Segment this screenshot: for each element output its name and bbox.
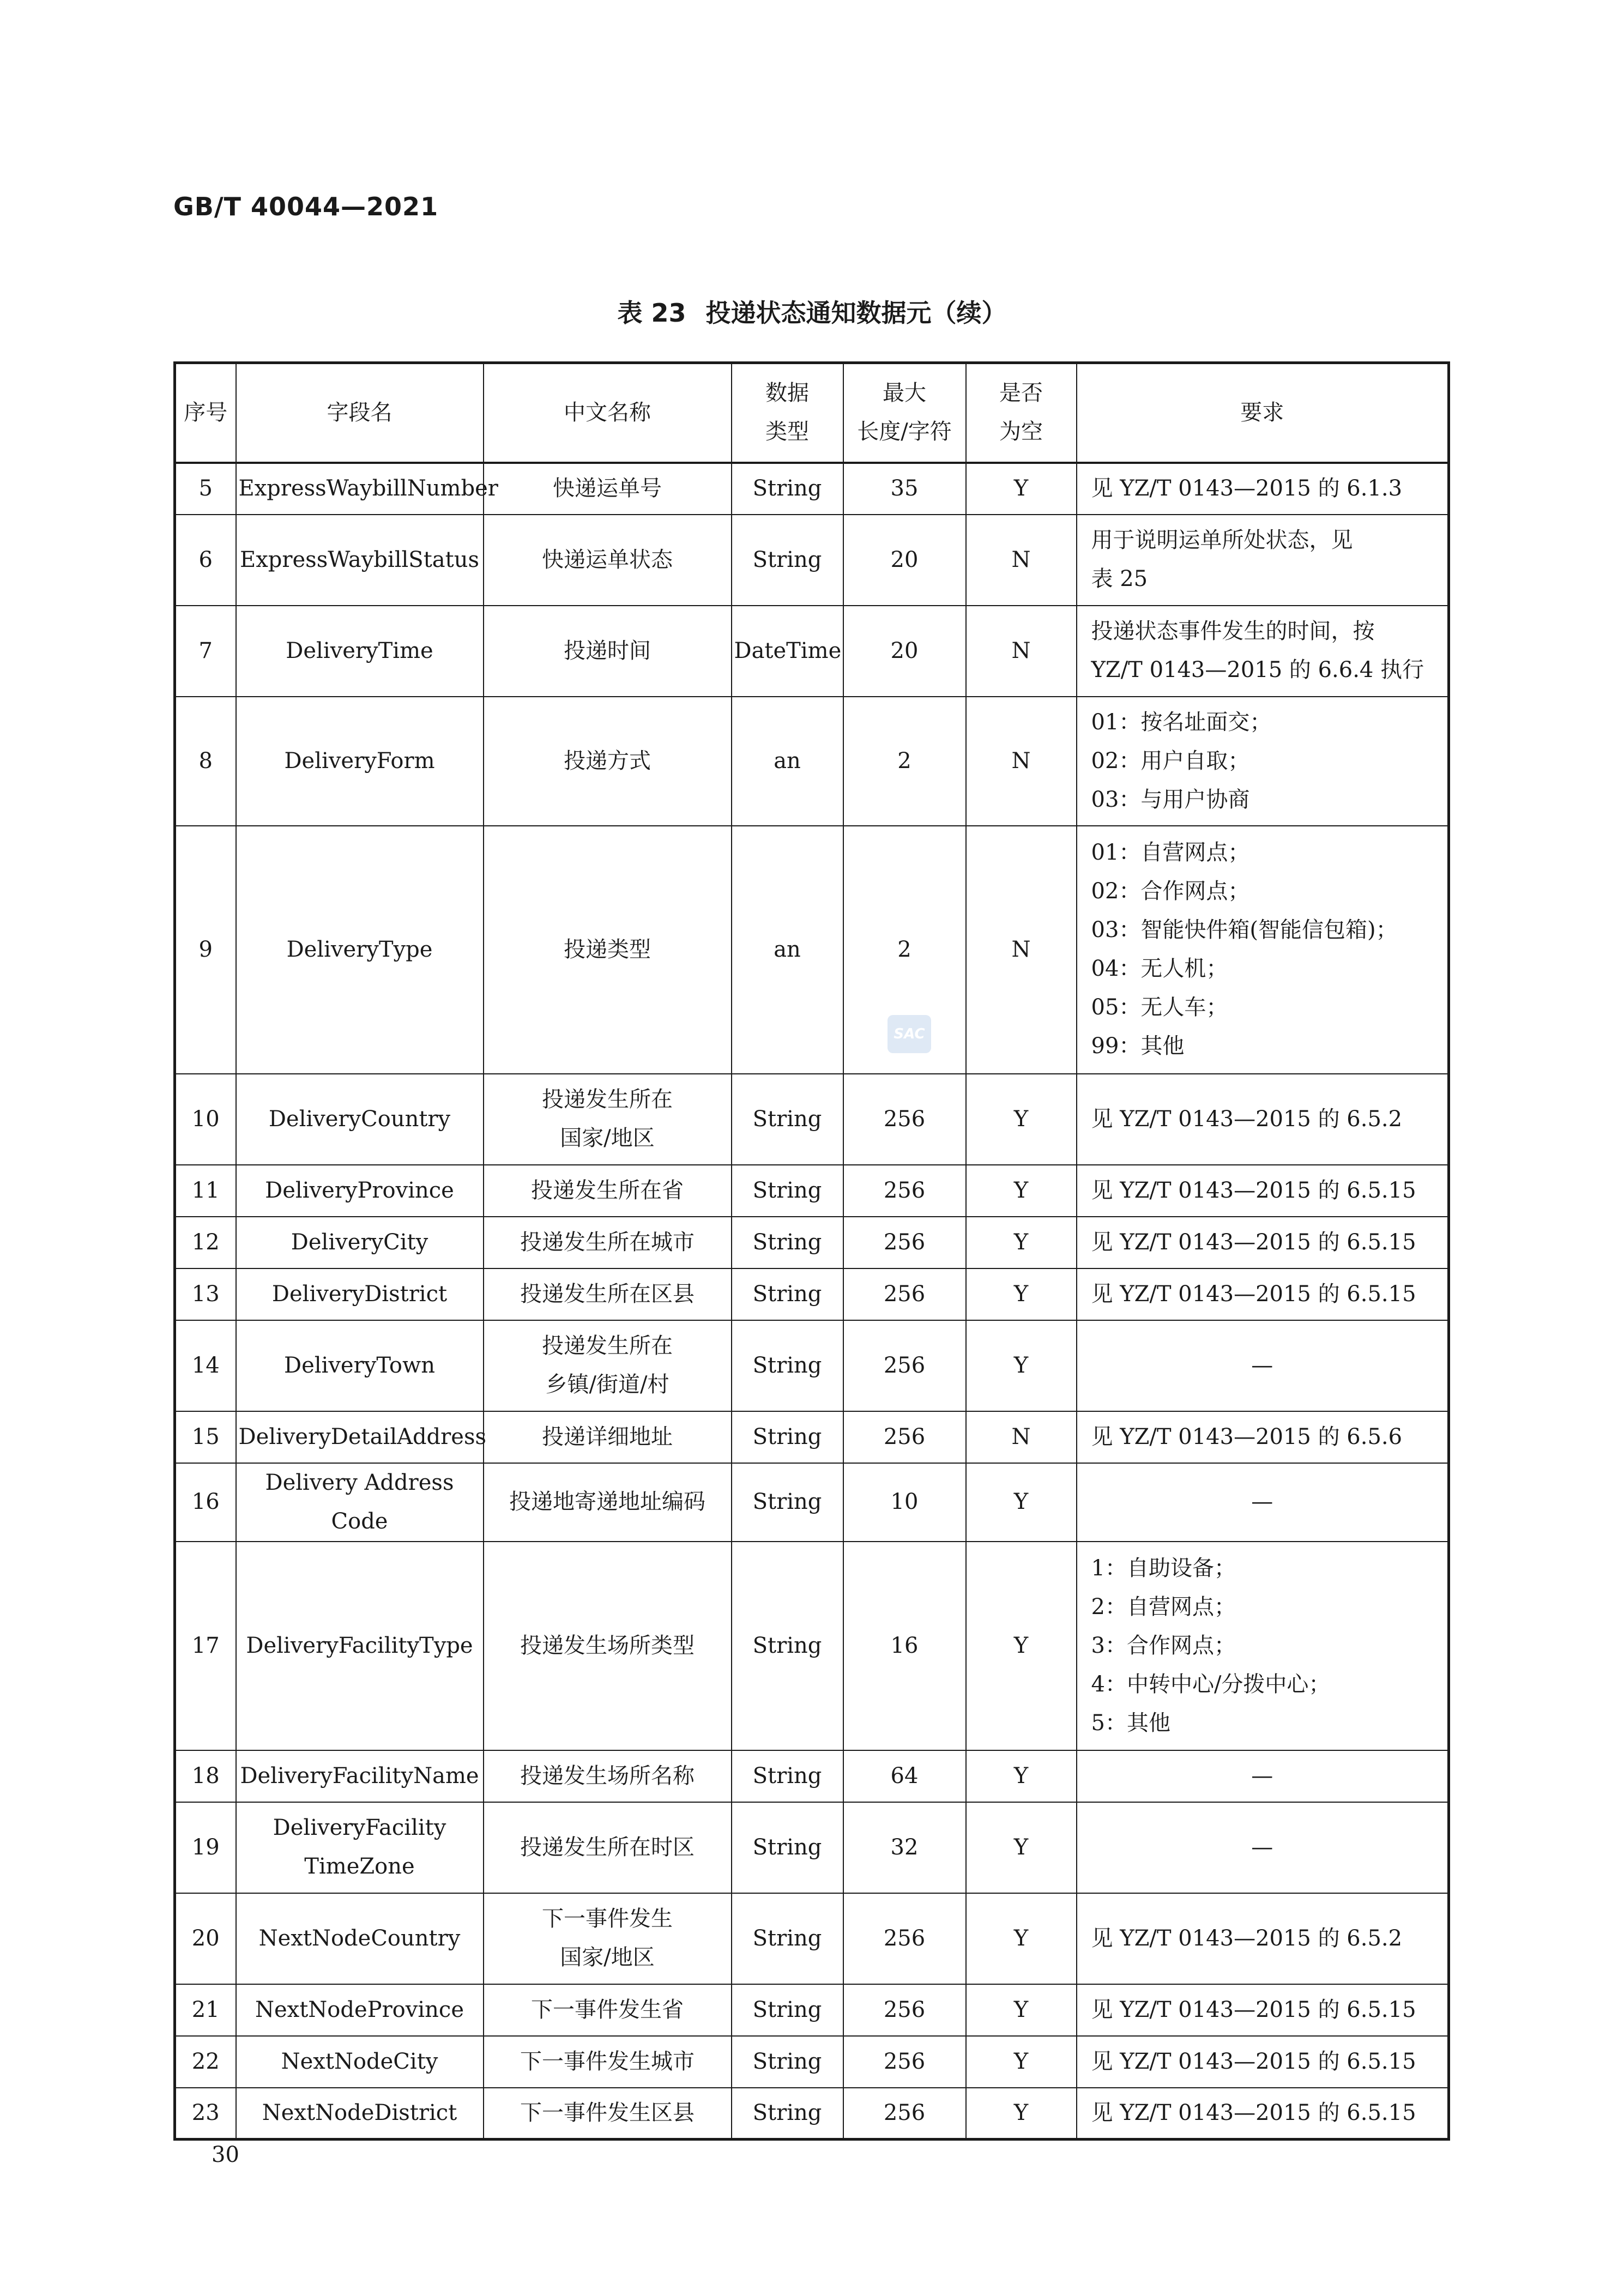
cell-no: 17 (175, 1542, 236, 1750)
table-row (175, 1320, 1449, 1411)
cell-field-name: DeliveryCountry (236, 1074, 484, 1165)
cell-nullable: Y (966, 1268, 1077, 1320)
cell-nullable: N (966, 515, 1077, 606)
cell-requirement: 见 YZ/T 0143—2015 的 6.5.15 (1077, 1268, 1449, 1320)
cell-field-name: NextNodeCity (236, 2036, 484, 2088)
table-caption (0, 293, 1624, 329)
cell-max-length: 256 (843, 1320, 966, 1411)
cell-cn-name: 投递方式 (484, 697, 732, 826)
cell-cn-name: 投递发生所在区县 (484, 1268, 732, 1320)
cell-field-name: DeliveryDistrict (236, 1268, 484, 1320)
cell-no: 7 (175, 606, 236, 697)
cell-field-name: NextNodeCountry (236, 1893, 484, 1984)
table-row (175, 1217, 1449, 1268)
cell-nullable: Y (966, 1542, 1077, 1750)
cell-requirement: 见 YZ/T 0143—2015 的 6.5.15 (1077, 2036, 1449, 2088)
cell-data-type: String (732, 463, 843, 515)
cell-data-type: String (732, 1320, 843, 1411)
cell-data-type: String (732, 2036, 843, 2088)
cell-requirement: 1：自助设备； 2：自营网点； 3：合作网点； 4：中转中心/分拨中心； 5：其他 (1077, 1542, 1449, 1750)
cell-data-type: String (732, 1411, 843, 1463)
cell-cn-name: 投递类型 (484, 826, 732, 1074)
cell-nullable: Y (966, 2036, 1077, 2088)
cell-requirement: — (1077, 1802, 1449, 1893)
cell-requirement: 见 YZ/T 0143—2015 的 6.5.15 (1077, 1217, 1449, 1268)
cell-field-name: DeliveryTime (236, 606, 484, 697)
cell-data-type: an (732, 826, 843, 1074)
table-row (175, 1893, 1449, 1984)
cell-no: 23 (175, 2088, 236, 2140)
cell-max-length: 256 (843, 1217, 966, 1268)
cell-data-type: DateTime (732, 606, 843, 697)
cell-field-name: DeliveryFacilityName (236, 1750, 484, 1802)
cell-no: 22 (175, 2036, 236, 2088)
cell-field-name: ExpressWaybillNumber (236, 463, 484, 515)
table-row (175, 1268, 1449, 1320)
cell-max-length: 256 (843, 1984, 966, 2036)
cell-max-length: 2 (843, 697, 966, 826)
col-header-nullable: 是否 为空 (966, 363, 1077, 463)
cell-cn-name: 投递地寄递地址编码 (484, 1463, 732, 1542)
cell-data-type: String (732, 1984, 843, 2036)
cell-max-length: 256 (843, 1165, 966, 1217)
cell-cn-name: 投递发生所在城市 (484, 1217, 732, 1268)
cell-nullable: N (966, 697, 1077, 826)
cell-data-type: String (732, 1074, 843, 1165)
cell-data-type: String (732, 1893, 843, 1984)
table-row (175, 697, 1449, 826)
cell-field-name: DeliveryCity (236, 1217, 484, 1268)
cell-cn-name: 投递发生所在时区 (484, 1802, 732, 1893)
cell-nullable: N (966, 826, 1077, 1074)
cell-requirement: — (1077, 1750, 1449, 1802)
col-header-no: 序号 (175, 363, 236, 463)
cell-field-name: DeliveryTown (236, 1320, 484, 1411)
cell-cn-name: 投递发生所在省 (484, 1165, 732, 1217)
table-row (175, 1542, 1449, 1750)
table-row (175, 2036, 1449, 2088)
cell-no: 20 (175, 1893, 236, 1984)
cell-max-length: 256 (843, 1411, 966, 1463)
cell-cn-name: 投递时间 (484, 606, 732, 697)
cell-cn-name: 快递运单号 (484, 463, 732, 515)
cell-data-type: String (732, 2088, 843, 2140)
table-row (175, 606, 1449, 697)
cell-field-name: DeliveryType (236, 826, 484, 1074)
cell-field-name: DeliveryFacility TimeZone (236, 1802, 484, 1893)
cell-no: 5 (175, 463, 236, 515)
cell-requirement: 见 YZ/T 0143—2015 的 6.5.15 (1077, 1165, 1449, 1217)
cell-requirement: 用于说明运单所处状态，见 表 25 (1077, 515, 1449, 606)
cell-nullable: Y (966, 1893, 1077, 1984)
cell-requirement: 见 YZ/T 0143—2015 的 6.5.6 (1077, 1411, 1449, 1463)
cell-nullable: Y (966, 1217, 1077, 1268)
cell-cn-name: 快递运单状态 (484, 515, 732, 606)
cell-no: 15 (175, 1411, 236, 1463)
col-header-requirement: 要求 (1077, 363, 1449, 463)
cell-data-type: String (732, 515, 843, 606)
cell-nullable: N (966, 606, 1077, 697)
cell-max-length: 2 (843, 826, 966, 1074)
cell-field-name: DeliveryForm (236, 697, 484, 826)
cell-max-length: 20 (843, 606, 966, 697)
cell-requirement: 投递状态事件发生的时间，按 YZ/T 0143—2015 的 6.6.4 执行 (1077, 606, 1449, 697)
table-row (175, 1165, 1449, 1217)
table-row (175, 463, 1449, 515)
cell-max-length: 256 (843, 2036, 966, 2088)
cell-field-name: NextNodeDistrict (236, 2088, 484, 2140)
cell-cn-name: 投递发生所在 乡镇/街道/村 (484, 1320, 732, 1411)
table-row (175, 1802, 1449, 1893)
cell-max-length: 10 (843, 1463, 966, 1542)
cell-nullable: Y (966, 1463, 1077, 1542)
sac-watermark-logo: SAC (888, 1015, 931, 1053)
cell-cn-name: 投递发生所在 国家/地区 (484, 1074, 732, 1165)
cell-requirement: 见 YZ/T 0143—2015 的 6.1.3 (1077, 463, 1449, 515)
cell-data-type: String (732, 1463, 843, 1542)
cell-field-name: NextNodeProvince (236, 1984, 484, 2036)
cell-data-type: an (732, 697, 843, 826)
cell-data-type: String (732, 1165, 843, 1217)
cell-data-type: String (732, 1268, 843, 1320)
cell-no: 12 (175, 1217, 236, 1268)
table-row (175, 1984, 1449, 2036)
cell-no: 8 (175, 697, 236, 826)
cell-cn-name: 下一事件发生区县 (484, 2088, 732, 2140)
cell-field-name: Delivery Address Code (236, 1463, 484, 1542)
cell-data-type: String (732, 1542, 843, 1750)
cell-max-length: 32 (843, 1802, 966, 1893)
cell-field-name: DeliveryFacilityType (236, 1542, 484, 1750)
col-header-field: 字段名 (236, 363, 484, 463)
cell-nullable: Y (966, 1320, 1077, 1411)
cell-no: 13 (175, 1268, 236, 1320)
cell-no: 9 (175, 826, 236, 1074)
table-title: 投递状态通知数据元（续） (705, 298, 1007, 328)
cell-max-length: 64 (843, 1750, 966, 1802)
cell-field-name: DeliveryProvince (236, 1165, 484, 1217)
cell-nullable: Y (966, 1802, 1077, 1893)
cell-cn-name: 投递发生场所名称 (484, 1750, 732, 1802)
cell-cn-name: 下一事件发生省 (484, 1984, 732, 2036)
cell-requirement: 01：按名址面交； 02：用户自取； 03：与用户协商 (1077, 697, 1449, 826)
cell-max-length: 256 (843, 1893, 966, 1984)
table-row (175, 826, 1449, 1074)
cell-nullable: Y (966, 1074, 1077, 1165)
table-row (175, 1074, 1449, 1165)
cell-requirement: 见 YZ/T 0143—2015 的 6.5.2 (1077, 1074, 1449, 1165)
table-body (175, 463, 1449, 2140)
cell-requirement: 见 YZ/T 0143—2015 的 6.5.15 (1077, 1984, 1449, 2036)
cell-max-length: 256 (843, 2088, 966, 2140)
cell-nullable: N (966, 1411, 1077, 1463)
cell-no: 19 (175, 1802, 236, 1893)
col-header-cn-name: 中文名称 (484, 363, 732, 463)
cell-requirement: — (1077, 1463, 1449, 1542)
col-header-length: 最大 长度/字符 (843, 363, 966, 463)
cell-nullable: Y (966, 463, 1077, 515)
cell-max-length: 256 (843, 1074, 966, 1165)
cell-no: 18 (175, 1750, 236, 1802)
cell-nullable: Y (966, 2088, 1077, 2140)
cell-requirement: — (1077, 1320, 1449, 1411)
table-row (175, 2088, 1449, 2140)
cell-max-length: 16 (843, 1542, 966, 1750)
cell-max-length: 35 (843, 463, 966, 515)
cell-requirement: 见 YZ/T 0143—2015 的 6.5.15 (1077, 2088, 1449, 2140)
cell-data-type: String (732, 1750, 843, 1802)
table-row (175, 1411, 1449, 1463)
cell-data-type: String (732, 1802, 843, 1893)
cell-field-name: ExpressWaybillStatus (236, 515, 484, 606)
cell-no: 14 (175, 1320, 236, 1411)
cell-cn-name: 下一事件发生城市 (484, 2036, 732, 2088)
cell-nullable: Y (966, 1165, 1077, 1217)
cell-nullable: Y (966, 1984, 1077, 2036)
cell-requirement: 01：自营网点； 02：合作网点； 03：智能快件箱(智能信包箱)； 04：无人机； 05：无人车； 99：其他 (1077, 826, 1449, 1074)
cell-cn-name: 投递发生场所类型 (484, 1542, 732, 1750)
cell-cn-name: 投递详细地址 (484, 1411, 732, 1463)
col-header-type: 数据 类型 (732, 363, 843, 463)
cell-cn-name: 下一事件发生 国家/地区 (484, 1893, 732, 1984)
cell-no: 10 (175, 1074, 236, 1165)
standard-code: GB/T 40044—2021 (173, 192, 439, 221)
cell-no: 6 (175, 515, 236, 606)
cell-data-type: String (732, 1217, 843, 1268)
table-row (175, 1750, 1449, 1802)
cell-nullable: Y (966, 1750, 1077, 1802)
cell-no: 21 (175, 1984, 236, 2036)
page-number: 30 (212, 2142, 239, 2167)
cell-no: 16 (175, 1463, 236, 1542)
cell-max-length: 20 (843, 515, 966, 606)
cell-field-name: DeliveryDetailAddress (236, 1411, 484, 1463)
table-number: 表 23 (617, 298, 686, 328)
cell-requirement: 见 YZ/T 0143—2015 的 6.5.2 (1077, 1893, 1449, 1984)
table-row (175, 1463, 1449, 1542)
cell-no: 11 (175, 1165, 236, 1217)
cell-max-length: 256 (843, 1268, 966, 1320)
table-row (175, 515, 1449, 606)
table-header-row (175, 363, 1449, 463)
data-element-table (173, 361, 1450, 2141)
